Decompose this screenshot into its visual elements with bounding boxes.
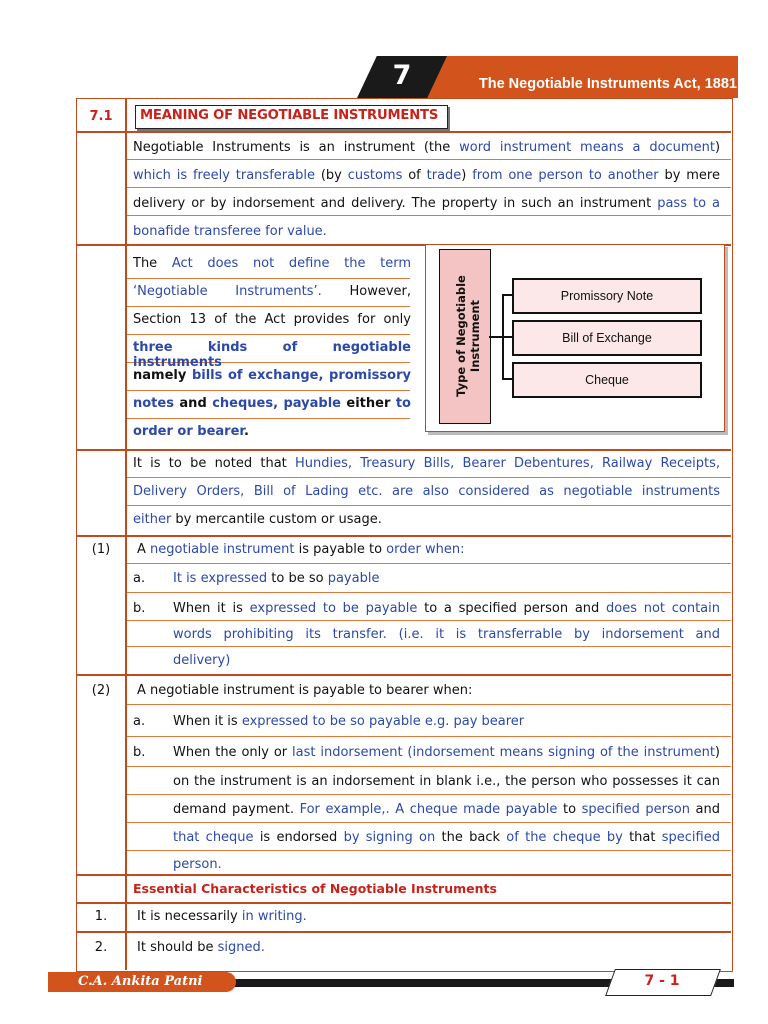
characteristic-text: It should be signed. xyxy=(137,940,265,955)
row-divider xyxy=(127,766,731,767)
row-divider xyxy=(127,736,731,737)
row-divider xyxy=(127,187,731,188)
item1-text: A negotiable instrument is payable to order when: xyxy=(137,542,465,557)
item2-b-line1: When the only or last indorsement (indorsement means signing of the instrument) xyxy=(173,745,720,760)
row-divider xyxy=(77,902,731,904)
characteristic-number: 1. xyxy=(94,909,108,924)
para2-line6: notes and cheques, payable either to xyxy=(133,396,411,411)
item1-a-label: a. xyxy=(133,571,146,586)
item2-a-label: a. xyxy=(133,714,146,729)
row-divider xyxy=(77,931,731,933)
item2-b-label: b. xyxy=(133,745,146,760)
para2-line4: three kinds of negotiable instruments xyxy=(133,340,411,370)
diagram-root-label: Type of Negotiable Instrument xyxy=(454,275,482,397)
row-divider xyxy=(77,874,731,876)
row-divider xyxy=(127,822,731,823)
para2-line3: Section 13 of the Act provides for only xyxy=(133,312,411,327)
row-divider xyxy=(127,505,731,506)
para2-line5: namely bills of exchange, promissory xyxy=(133,368,411,383)
item1-b-line1: When it is expressed to be payable to a specified person and does not contain xyxy=(173,601,720,616)
para3-line3: either by mercantile custom or usage. xyxy=(133,512,382,527)
para2-line2: ‘Negotiable Instruments’. However, xyxy=(133,284,411,299)
para1-line3: delivery or by indorsement and delivery. The property in such an instrument pass to a xyxy=(133,196,721,211)
column-divider xyxy=(125,98,127,970)
diagram-connector xyxy=(502,378,512,380)
section-number: 7.1 xyxy=(89,109,113,124)
diagram-item-promissory-note: Promissory Note xyxy=(512,278,702,314)
item1-number: (1) xyxy=(91,542,111,557)
row-divider xyxy=(127,563,731,564)
diagram-connector xyxy=(502,336,512,338)
row-divider xyxy=(127,278,410,279)
row-divider xyxy=(127,850,731,851)
para2-line1: The Act does not define the term xyxy=(133,256,411,271)
row-divider xyxy=(127,794,731,795)
row-divider xyxy=(127,215,731,216)
para1-line4: bonafide transferee for value. xyxy=(133,224,327,239)
item1-a-text: It is expressed to be so payable xyxy=(173,571,380,586)
row-divider xyxy=(77,674,731,676)
characteristic-number: 2. xyxy=(94,940,108,955)
para2-line7: order or bearer. xyxy=(133,424,249,439)
row-divider xyxy=(127,646,731,647)
row-divider xyxy=(127,334,410,335)
row-divider xyxy=(127,390,410,391)
diagram-item-bill-of-exchange: Bill of Exchange xyxy=(512,320,702,356)
diagram-connector xyxy=(489,336,502,338)
row-divider xyxy=(77,131,731,133)
item1-b-line3: delivery) xyxy=(173,653,231,668)
para3-line1: It is to be noted that Hundies, Treasury Bills, Bearer Debentures, Railway Receipts, xyxy=(133,456,720,471)
page-number: 7 - 1 xyxy=(644,973,680,989)
row-divider xyxy=(127,592,731,593)
item2-a-text: When it is expressed to be so payable e.g. pay bearer xyxy=(173,714,525,729)
chapter-number: 7 xyxy=(392,60,412,91)
item2-b-line4: that cheque is endorsed by signing on the back of the cheque by that specified xyxy=(173,830,720,845)
item2-b-line3: demand payment. For example,. A cheque made payable to specified person and xyxy=(173,802,720,817)
diagram-item-cheque: Cheque xyxy=(512,362,702,398)
para3-line2: Delivery Orders, Bill of Lading etc. are also considered as negotiable instruments xyxy=(133,484,720,499)
row-divider xyxy=(127,306,410,307)
para1-line2: which is freely transferable (by customs of trade) from one person to another by mere xyxy=(133,168,720,183)
item2-b-line5: person. xyxy=(173,857,222,872)
item2-b-line2: on the instrument is an indorsement in blank i.e., the person who possesses it can xyxy=(173,774,720,789)
characteristics-heading: Essential Characteristics of Negotiable Instruments xyxy=(133,881,497,896)
row-divider xyxy=(127,620,731,621)
item2-number: (2) xyxy=(91,683,111,698)
row-divider xyxy=(77,449,731,451)
row-divider xyxy=(127,418,410,419)
characteristic-text: It is necessarily in writing. xyxy=(137,909,307,924)
row-divider xyxy=(127,159,731,160)
para1-line1: Negotiable Instruments is an instrument (the word instrument means a document) xyxy=(133,140,721,155)
row-divider xyxy=(127,477,731,478)
item1-b-line2: words prohibiting its transfer. (i.e. it is transferrable by indorsement and xyxy=(173,627,720,642)
item2-text: A negotiable instrument is payable to bearer when: xyxy=(137,683,473,698)
chapter-title: The Negotiable Instruments Act, 1881 xyxy=(478,76,737,92)
row-divider xyxy=(77,535,731,537)
footer-author: C.A. Ankita Patni xyxy=(48,972,236,992)
section-title: MEANING OF NEGOTIABLE INSTRUMENTS xyxy=(140,108,439,123)
row-divider xyxy=(127,704,731,705)
diagram-connector xyxy=(502,294,512,296)
item1-b-label: b. xyxy=(133,601,146,616)
